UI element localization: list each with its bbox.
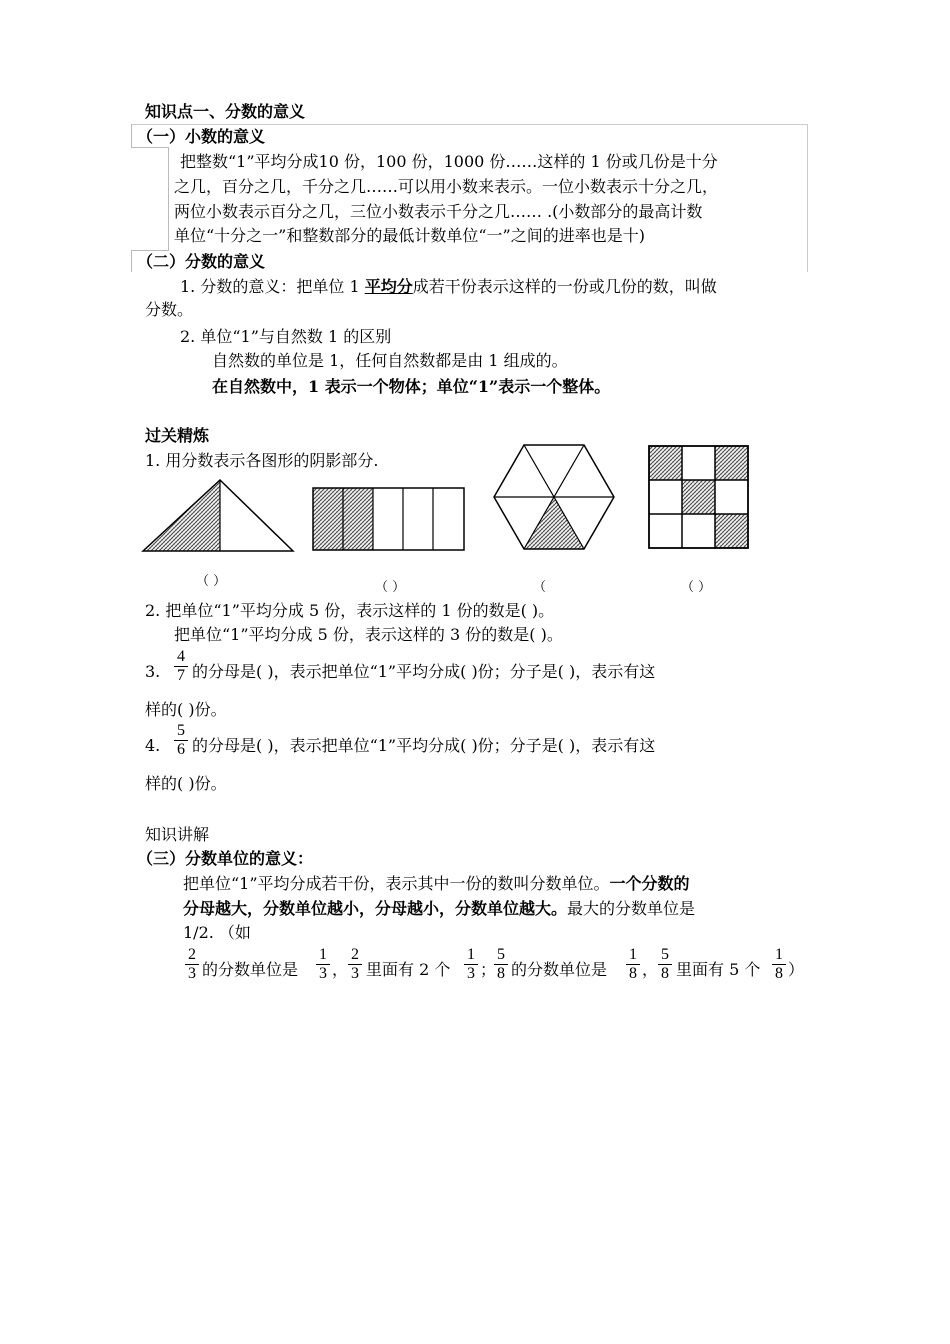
denominator: 8 (497, 965, 505, 982)
triangle-figure (140, 478, 296, 554)
box-inner-border (168, 147, 169, 251)
numerator: 5 (177, 722, 185, 739)
sec2-para-4: 在自然数中，1 表示一个物体；单位“1”表示一个整体。 (212, 377, 611, 396)
box-top-border (131, 124, 807, 125)
explain-line-1-b: 一个分数的 (609, 874, 690, 893)
sec2-para-2: 2. 单位“1”与自然数 1 的区别 (180, 327, 392, 346)
numerator: 1 (319, 946, 327, 963)
example-text-6: ， (642, 960, 659, 979)
sec2-para-1-cont: 分数。 (145, 300, 194, 319)
question-4-number: 4. (145, 736, 161, 755)
fraction-5-8 (494, 946, 508, 983)
numerator: 2 (351, 946, 359, 963)
fraction-2-3 (185, 946, 199, 983)
explain-line-1 (183, 874, 690, 894)
numerator: 5 (497, 946, 505, 963)
fraction-5-8-b (658, 946, 672, 983)
box-step-border-2 (131, 250, 169, 251)
explain-line-2-a: 分母越大，分数单位越小，分母越小，分数单位越大。 (183, 899, 568, 918)
sec1-line-3: 两位小数表示百分之几，三位小数表示千分之几…… .(小数部分的最高计数 (174, 202, 703, 221)
question-4-text: 的分母是( )，表示把单位“1”平均分成( )份；分子是( )，表示有这 (192, 736, 656, 755)
denominator: 8 (661, 965, 669, 982)
fraction-1-8-b (772, 946, 786, 983)
section-1-heading: （一）小数的意义 (137, 127, 266, 146)
explain-line-2 (183, 899, 695, 919)
denominator: 6 (177, 741, 185, 758)
sec1-line-4: 单位“十分之一”和整数部分的最低计数单位“一”之间的进率也是十) (174, 226, 645, 245)
section-3-heading: （三）分数单位的意义： (137, 849, 314, 868)
answer-blank-1[interactable]: （ ） (196, 574, 227, 589)
numerator: 2 (188, 946, 196, 963)
denominator: 3 (467, 965, 475, 982)
question-2-b: 把单位“1”平均分成 5 份，表示这样的 3 份的数是( )。 (174, 625, 563, 644)
practice-heading: 过关精炼 (145, 426, 210, 445)
box-left-border (131, 124, 132, 148)
explain-line-2-b: 最大的分数单位是 (567, 899, 696, 918)
denominator: 3 (319, 965, 327, 982)
section-2-heading: （二）分数的意义 (137, 252, 266, 271)
fraction-5-6 (174, 722, 188, 759)
answer-blank-3[interactable]: （ (533, 580, 547, 595)
example-text-2: ， (332, 960, 349, 979)
example-text-8: ） (788, 960, 805, 979)
question-3-line-2: 样的( )份。 (145, 700, 227, 719)
denominator: 3 (188, 965, 196, 982)
question-1: 1. 用分数表示各图形的阴影部分. (145, 451, 379, 470)
page-title: 知识点一、分数的意义 (145, 102, 306, 121)
answer-blank-2[interactable]: （ ） (375, 580, 406, 595)
question-4-line-2: 样的( )份。 (145, 774, 227, 793)
fraction-4-7 (174, 648, 188, 685)
box-step-border (131, 147, 169, 148)
fraction-1-3-b (464, 946, 478, 983)
fraction-1-3 (316, 946, 330, 983)
explain-line-3: 1/2. （如 (183, 923, 251, 942)
example-text-4: ； (480, 960, 497, 979)
explain-line-1-a: 把单位“1”平均分成若干份，表示其中一份的数叫分数单位。 (183, 874, 610, 893)
denominator: 8 (775, 965, 783, 982)
numerator: 4 (177, 648, 185, 665)
answer-blank-4[interactable]: （ ） (681, 580, 712, 595)
grid-figure (647, 444, 751, 550)
question-3-text: 的分母是( )，表示把单位“1”平均分成( )份；分子是( )，表示有这 (192, 662, 656, 681)
explain-label: 知识讲解 (145, 825, 210, 844)
numerator: 1 (629, 946, 637, 963)
example-text-3: 里面有 2 个 (366, 960, 451, 979)
keyword-even-split: 平均分 (364, 277, 413, 296)
grid-shaded-cell (715, 446, 748, 480)
hexagon-figure (492, 443, 616, 553)
numerator: 1 (467, 946, 475, 963)
box-left-border-2 (131, 250, 132, 272)
denominator: 3 (351, 965, 359, 982)
numerator: 1 (775, 946, 783, 963)
sec1-line-2: 之几，百分之几，千分之几……可以用小数来表示。一位小数表示十分之几， (174, 177, 719, 196)
example-text-5: 的分数单位是 (511, 960, 608, 979)
question-3-number: 3. (145, 662, 161, 681)
question-2-a: 2. 把单位“1”平均分成 5 份，表示这样的 1 份的数是( )。 (145, 601, 555, 620)
sec2-para-1 (180, 277, 717, 297)
grid-shaded-cell (682, 480, 715, 514)
sec1-line-1: 把整数“1”平均分成10 份，100 份，1000 份……这样的 1 份或几份是十分 (180, 152, 718, 171)
example-text-7: 里面有 5 个 (676, 960, 761, 979)
denominator: 8 (629, 965, 637, 982)
hexagon-shaded-triangle (524, 497, 584, 549)
fraction-2-3-b (348, 946, 362, 983)
rectangle-figure (311, 486, 467, 554)
example-text-1: 的分数单位是 (202, 960, 299, 979)
box-right-border (807, 124, 808, 272)
sec2-para-3: 自然数的单位是 1，任何自然数都是由 1 组成的。 (212, 351, 568, 370)
sec2-p1-end: 成若干份表示这样的一份或几份的数，叫做 (412, 277, 717, 296)
fraction-1-8 (626, 946, 640, 983)
grid-shaded-cell (715, 514, 748, 548)
numerator: 5 (661, 946, 669, 963)
grid-shaded-cell (649, 446, 682, 480)
denominator: 7 (177, 667, 185, 684)
sec2-p1-start: 1. 分数的意义：把单位 1 (180, 277, 365, 296)
